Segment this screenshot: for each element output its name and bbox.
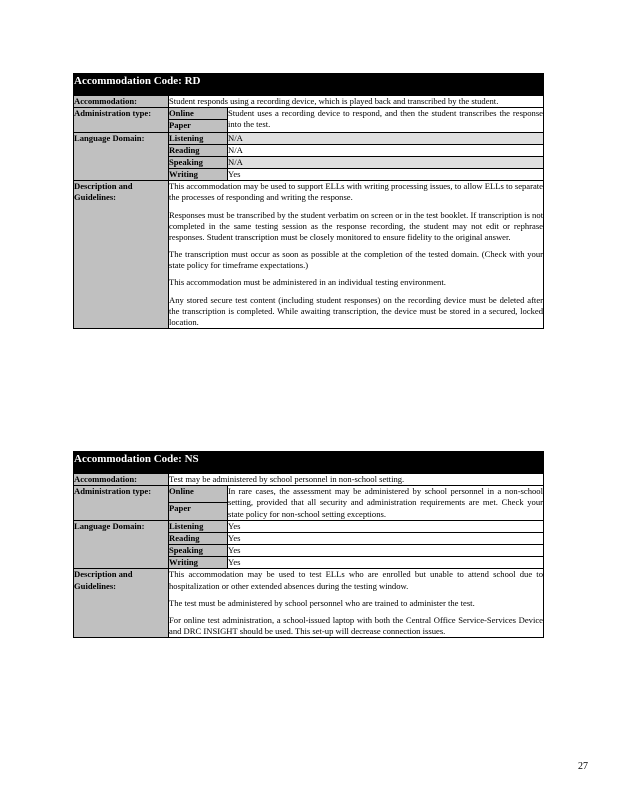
administration-type-label: Administration type: (74, 486, 169, 521)
description-guidelines-label: Description and Guidelines: (74, 569, 169, 638)
domain-speaking-label: Speaking (169, 545, 228, 557)
admin-online-label: Online (169, 486, 228, 503)
description-paragraph: For online test administration, a school-issued laptop with both the Central Office Service-Services Device and DRC INSIGHT should be used. This set-up will decrease connection issues. (169, 614, 543, 637)
description-guidelines-label: Description and Guidelines: (74, 181, 169, 329)
administration-type-text: In rare cases, the assessment may be administered by school personnel in a non-school setting, provided that all security and administration requirements are met. Check your state policy for non-school setting exceptions. (228, 486, 543, 519)
accommodation-text: Test may be administered by school personnel in non-school setting. (169, 474, 544, 486)
domain-listening-value: Yes (228, 520, 544, 532)
domain-speaking-label: Speaking (169, 156, 228, 168)
description-paragraph: The transcription must occur as soon as possible at the completion of the tested domain. (Check with your state policy for timeframe expectations.) (169, 249, 543, 271)
description-guidelines-text (169, 181, 544, 329)
domain-speaking-value: Yes (228, 545, 544, 557)
accommodation-label: Accommodation: (74, 474, 169, 486)
table-header: Accommodation Code: RD (74, 74, 544, 96)
admin-paper-label: Paper (169, 120, 228, 132)
domain-writing-value: Yes (228, 169, 544, 181)
domain-listening-label: Listening (169, 132, 228, 144)
domain-reading-label: Reading (169, 532, 228, 544)
description-paragraph: Any stored secure test content (including student responses) on the recording device must be deleted after the transcription is completed. While awaiting transcription, the device must be stored in a secured, locked location. (169, 294, 543, 327)
description-paragraph: Responses must be transcribed by the student verbatim on screen or in the test booklet. If transcription is not completed in the same testing session as the response recording, the student may not edit or rephrase responses. Student transcription must be closely monitored to ensure fidelity to the original answer. (169, 209, 543, 242)
domain-speaking-value: N/A (228, 156, 544, 168)
domain-reading-label: Reading (169, 144, 228, 156)
domain-reading-value: N/A (228, 144, 544, 156)
domain-writing-value: Yes (228, 557, 544, 569)
accommodation-table-ns (73, 451, 544, 638)
admin-paper-label: Paper (169, 503, 228, 520)
description-paragraph: This accommodation may be used to test ELLs who are enrolled but unable to attend school due to hospitalization or other extended absences during the testing window. (169, 569, 543, 591)
domain-listening-value: N/A (228, 132, 544, 144)
admin-online-label: Online (169, 108, 228, 120)
administration-type-label: Administration type: (74, 108, 169, 132)
administration-type-text: Student uses a recording device to respond, and then the student transcribes the response into the test. (228, 108, 544, 132)
table-header: Accommodation Code: NS (74, 452, 544, 474)
accommodation-label: Accommodation: (74, 96, 169, 108)
domain-writing-label: Writing (169, 169, 228, 181)
domain-reading-value: Yes (228, 532, 544, 544)
page-number: 27 (578, 761, 588, 772)
domain-listening-label: Listening (169, 520, 228, 532)
accommodation-text: Student responds using a recording device, which is played back and transcribed by the student. (169, 96, 544, 108)
domain-writing-label: Writing (169, 557, 228, 569)
description-paragraph: This accommodation may be used to support ELLs with writing processing issues, to allow ELLs to separate the processes of responding and writing the response. (169, 181, 543, 203)
description-paragraph: The test must be administered by school personnel who are trained to administer the test. (169, 597, 475, 608)
language-domain-label: Language Domain: (74, 132, 169, 181)
accommodation-table-rd (73, 73, 544, 329)
description-guidelines-text (169, 569, 544, 638)
language-domain-label: Language Domain: (74, 520, 169, 569)
description-paragraph: This accommodation must be administered in an individual testing environment. (169, 277, 446, 288)
